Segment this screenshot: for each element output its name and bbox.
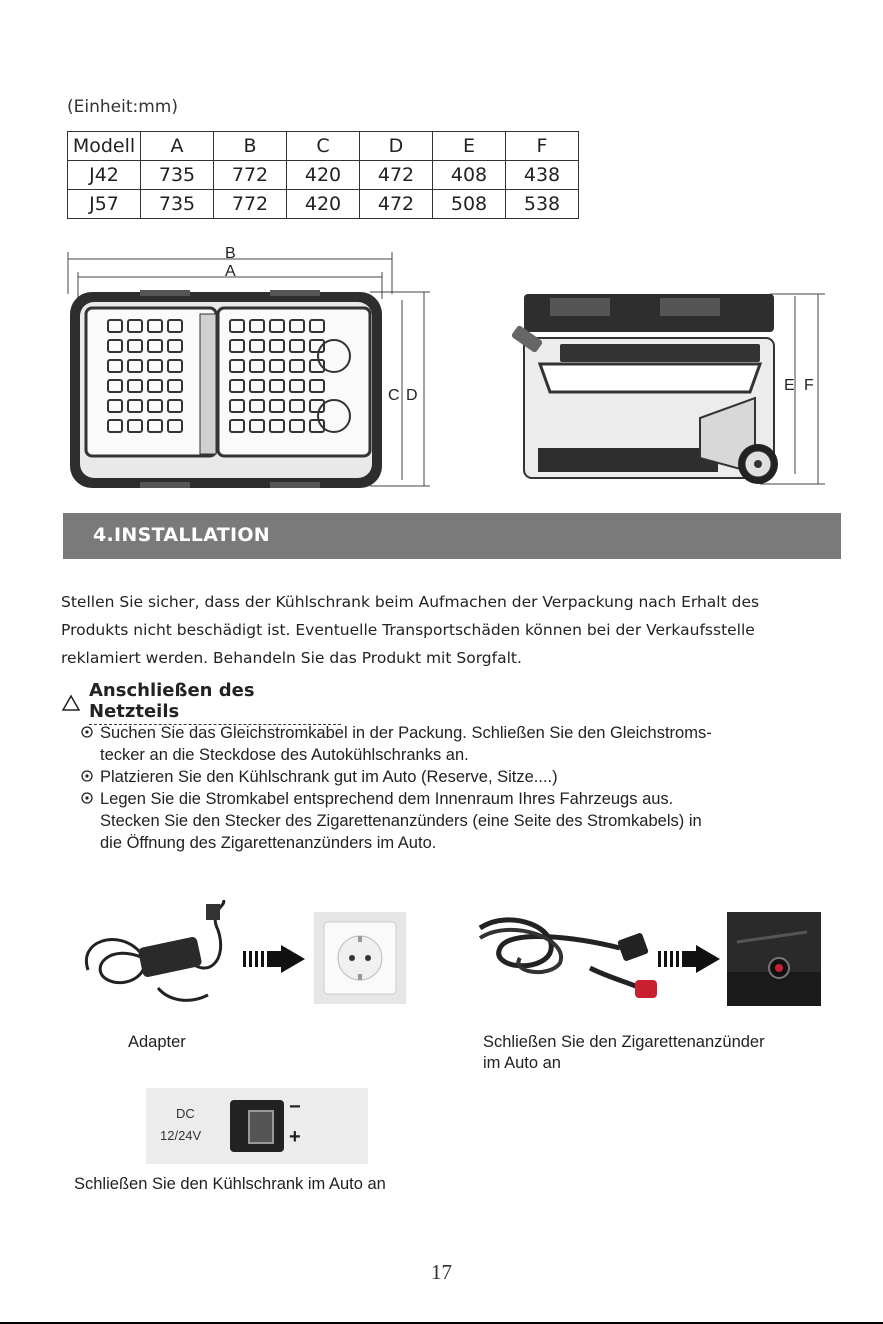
- dim-label-b: B: [225, 245, 236, 262]
- table-cell: 420: [287, 161, 360, 190]
- dc-label: DC: [176, 1106, 195, 1121]
- intro-paragraph: [61, 588, 841, 672]
- page-number: 17: [431, 1260, 452, 1284]
- fridge-caption: Schließen Sie den Kühlschrank im Auto an: [74, 1175, 386, 1193]
- table-header-cell: C: [287, 132, 360, 161]
- table-cell: 472: [360, 161, 433, 190]
- adapter-photo: [78, 900, 238, 1010]
- arrow-right-icon: [243, 945, 305, 973]
- step-line: Platzieren Sie den Kühlschrank gut im Auto (Reserve, Sitze....): [100, 768, 558, 786]
- step-line: Stecken Sie den Stecker des Zigarettenanzünders (eine Seite des Stromkabels) in: [100, 812, 702, 830]
- list-item: [81, 722, 831, 766]
- table-cell: 508: [433, 190, 506, 219]
- dim-label-d: D: [406, 387, 418, 404]
- intro-line: reklamiert werden. Behandeln Sie das Produkt mit Sorgfalt.: [61, 649, 522, 667]
- circle-bullet-icon: [81, 792, 93, 804]
- table-row: [68, 161, 579, 190]
- dim-label-a: A: [225, 263, 236, 280]
- subsection-title: Anschließen des Netzteils: [89, 680, 341, 725]
- list-item: [81, 766, 831, 788]
- table-cell: 438: [506, 161, 579, 190]
- table-header-cell: Modell: [68, 132, 141, 161]
- step-line: die Öffnung des Zigarettenanzünders im Auto.: [100, 834, 437, 852]
- caption-line: Schließen Sie den Zigarettenanzünder: [483, 1033, 765, 1051]
- table-cell: J42: [68, 161, 141, 190]
- steps-list: [81, 722, 831, 854]
- dim-label-c: C: [388, 387, 400, 404]
- minus-sign: −: [289, 1096, 301, 1118]
- table-header-cell: A: [141, 132, 214, 161]
- arrow-right-icon: [658, 945, 720, 973]
- section-banner: [63, 513, 841, 559]
- table-cell: 772: [214, 190, 287, 219]
- table-cell: 735: [141, 190, 214, 219]
- fridge-top-view-drawing: [60, 244, 440, 494]
- circle-bullet-icon: [81, 726, 93, 738]
- car-cable-photo: [470, 908, 665, 1010]
- dc-panel-photo: [146, 1088, 368, 1164]
- dim-label-e: E: [784, 377, 795, 394]
- unit-label: (Einheit:mm): [67, 97, 178, 117]
- circle-bullet-icon: [81, 770, 93, 782]
- plus-sign: +: [289, 1126, 301, 1148]
- section-title: 4.INSTALLATION: [93, 524, 271, 546]
- step-line: Legen Sie die Stromkabel entsprechend dem Innenraum Ihres Fahrzeugs aus.: [100, 790, 674, 808]
- car-socket-photo: [727, 912, 821, 1006]
- table-cell: 472: [360, 190, 433, 219]
- table-cell: 772: [214, 161, 287, 190]
- table-row: [68, 190, 579, 219]
- table-header-row: [68, 132, 579, 161]
- voltage-label: 12/24V: [160, 1128, 202, 1143]
- dc-socket-icon: [230, 1100, 284, 1152]
- table-cell: 420: [287, 190, 360, 219]
- step-line: Suchen Sie das Gleichstromkabel in der Packung. Schließen Sie den Gleichstroms-: [100, 724, 712, 742]
- intro-line: Produkts nicht beschädigt ist. Eventuelle Transportschäden können bei der Verkaufsstelle: [61, 621, 755, 639]
- table-header-cell: D: [360, 132, 433, 161]
- warning-triangle-icon: [61, 694, 81, 712]
- dim-label-f: F: [804, 377, 814, 394]
- table-cell: 408: [433, 161, 506, 190]
- table-header-cell: F: [506, 132, 579, 161]
- table-cell: 735: [141, 161, 214, 190]
- table-header-cell: E: [433, 132, 506, 161]
- caption-line: im Auto an: [483, 1054, 561, 1072]
- table-header-cell: B: [214, 132, 287, 161]
- cigarette-caption: [483, 1032, 765, 1074]
- wall-socket-photo: [314, 912, 406, 1004]
- step-line: tecker an die Steckdose des Autokühlschranks an.: [100, 746, 469, 764]
- dimension-table: [67, 131, 579, 219]
- subsection-heading: [61, 680, 341, 725]
- list-item: [81, 788, 831, 854]
- table-cell: 538: [506, 190, 579, 219]
- adapter-caption: Adapter: [128, 1033, 186, 1051]
- table-cell: J57: [68, 190, 141, 219]
- fridge-side-view-drawing: [500, 288, 830, 494]
- intro-line: Stellen Sie sicher, dass der Kühlschrank beim Aufmachen der Verpackung nach Erhalt des: [61, 593, 760, 611]
